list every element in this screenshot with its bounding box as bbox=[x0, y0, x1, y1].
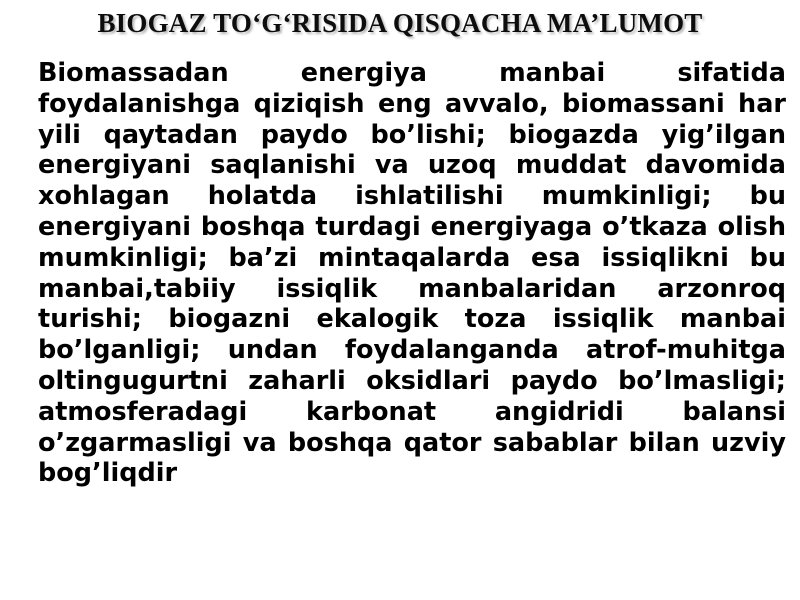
slide-title: BIOGAZ TO‘G‘RISIDA QISQACHA MA’LUMOT bbox=[97, 8, 703, 38]
slide-body-paragraph: Biomassadan energiya manbai sifatida foydalanishga qiziqish eng avvalo, biomassani har yili qaytadan paydo bo’lishi; biogazda yig’ilgan energiyani saqlanishi va uzoq muddat davomida xohlagan holatda ishlatilishi mumkinligi; bu energiyani boshqa turdagi energiyaga o’tkaza olish mumkinligi; ba’zi mintaqalarda esa issiqlikni bu manbai,tabiiy issiqlik manbalaridan arzonroq turishi; biogazni ekalogik toza issiqlik manbai bo’lganligi; undan foydalanganda atrof-muhitga oltingugurtni zaharli oksidlari paydo bo’lmasligi; atmosferadagi karbonat angidridi balansi o’zgarmasligi va boshqa qator sabablar bilan uzviy bog’liqdir bbox=[38, 58, 786, 489]
